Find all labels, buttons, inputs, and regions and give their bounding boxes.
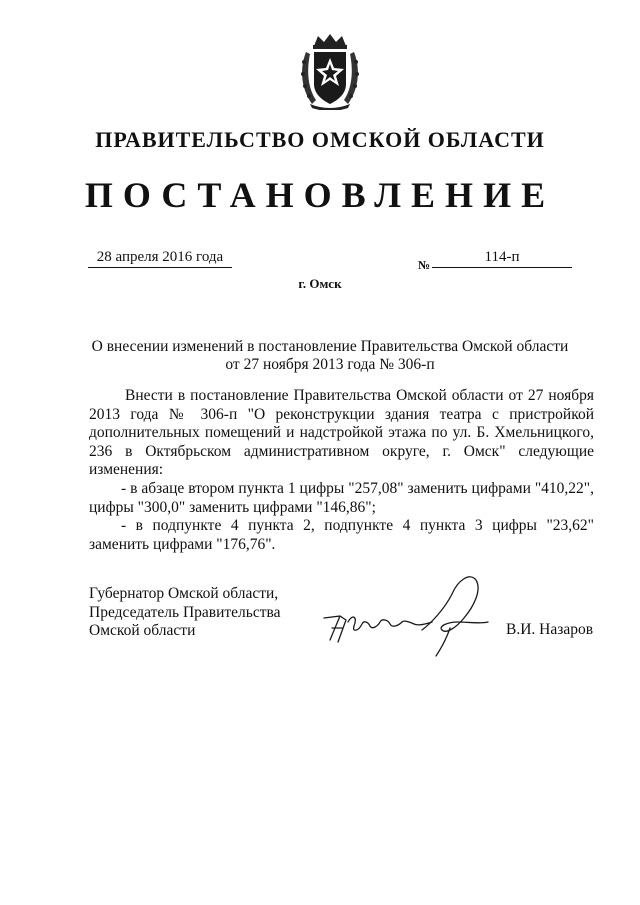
government-title: ПРАВИТЕЛЬСТВО ОМСКОЙ ОБЛАСТИ [95, 127, 545, 152]
number-label: № [418, 258, 431, 272]
handwritten-signature [318, 570, 503, 660]
subject-line-2: от 27 ноября 2013 года № 306-п [225, 356, 435, 373]
subject-line-1: О внесении изменений в постановление Правительства Омской области [91, 338, 569, 355]
document-date: 28 апреля 2016 года [88, 249, 232, 268]
city-label: г. Омск [298, 276, 342, 291]
body-change-item-2: - в подпункте 4 пункта 2, подпункте 4 пункта 3 цифры "23,62" заменить цифрами "176,76". [89, 517, 594, 553]
signatory-title-line-2: Председатель Правительства [89, 603, 281, 621]
body-intro-paragraph: Внести в постановление Правительства Омской области от 27 ноября 2013 года № 306-п "О реконструкции здания театра с пристройкой дополнительных помещений и надстройкой этажа по ул. Б. Хмельницкого, 236 в Октябрьском административном округе, г. Омск" следующие изменения: [89, 387, 594, 479]
document-type-title: ПОСТАНОВЛЕНИЕ [84, 175, 556, 215]
document-subject [90, 338, 570, 374]
signatory-title [89, 585, 281, 641]
omsk-coat-of-arms-icon [298, 32, 362, 110]
document-number: 114-п [432, 249, 572, 268]
signatory-title-line-1: Губернатор Омской области, [89, 585, 279, 602]
signatory-title-line-3: Омской области [89, 622, 196, 639]
body-change-item-1: - в абзаце втором пункта 1 цифры "257,08" заменить цифрами "410,22", цифры "300,0" заменить цифрами "146,86"; [89, 479, 594, 516]
document-body [89, 387, 594, 554]
signatory-name: В.И. Назаров [506, 621, 594, 638]
